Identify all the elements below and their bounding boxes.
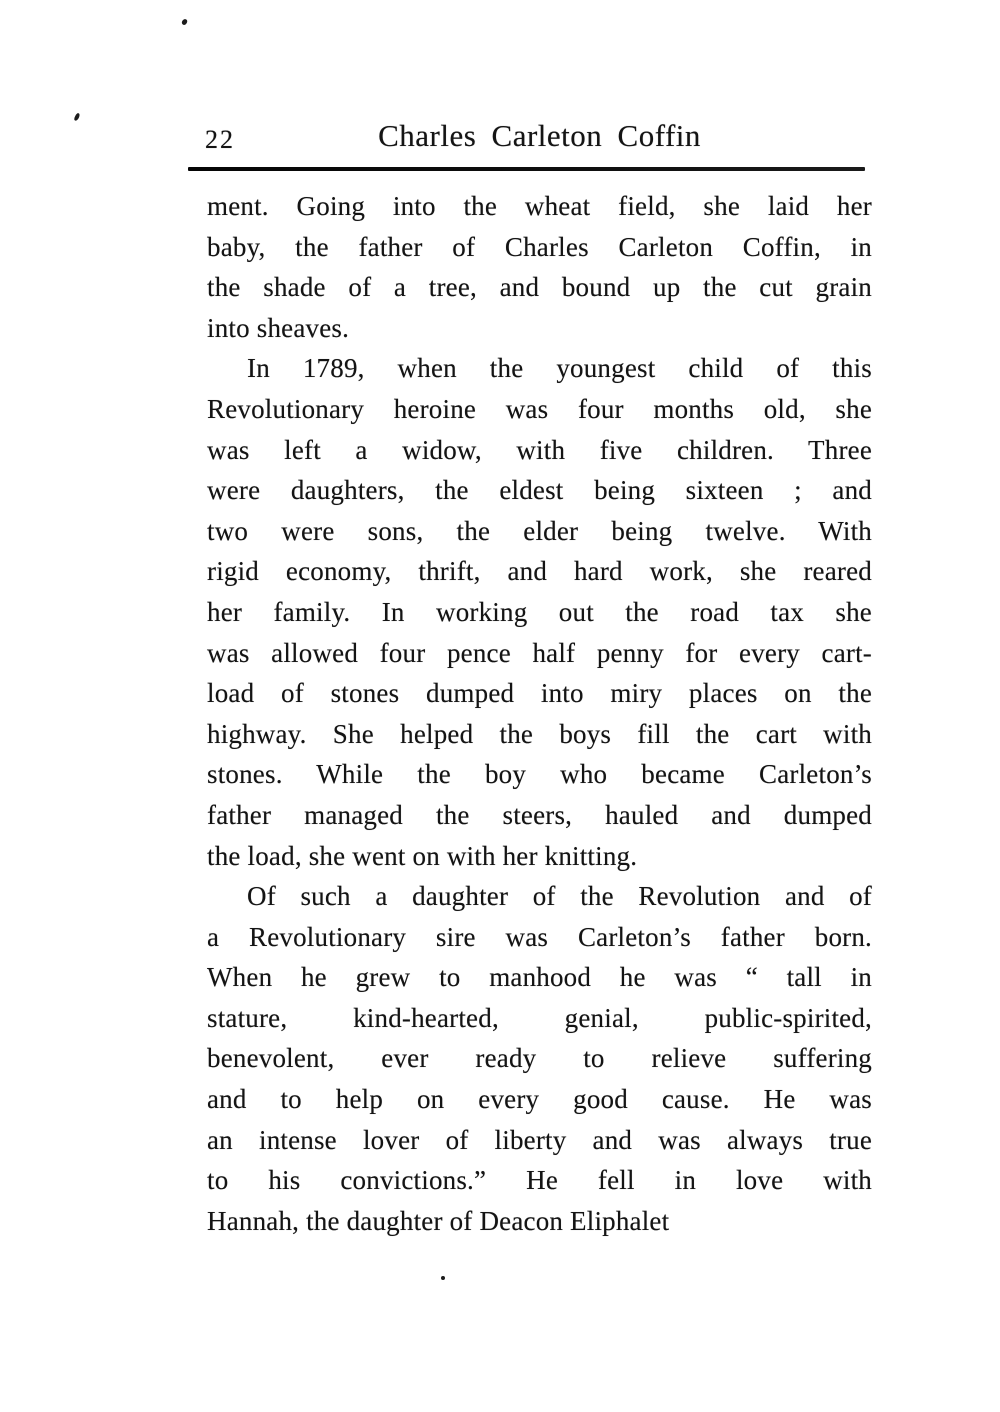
text-line: the shade of a tree, and bound up the cut grain bbox=[207, 272, 872, 303]
header-rule bbox=[188, 167, 865, 171]
text-line: two were sons, the elder being twelve. With bbox=[207, 515, 872, 546]
text-line: baby, the father of Charles Carleton Coffin, in bbox=[207, 231, 872, 262]
text-line: Hannah, the daughter of Deacon Eliphalet bbox=[207, 1205, 670, 1236]
text-line: rigid economy, thrift, and hard work, she reared bbox=[207, 556, 872, 587]
text-line: to his convictions.” He fell in love with bbox=[207, 1165, 872, 1196]
scan-speck bbox=[441, 1276, 445, 1280]
text-line: stature, kind-hearted, genial, public-spirited, bbox=[207, 1002, 872, 1033]
text-line: When he grew to manhood he was “ tall in bbox=[207, 962, 872, 993]
text-line: Of such a daughter of the Revolution and of bbox=[247, 881, 872, 912]
text-line: a Revolutionary sire was Carleton’s father born. bbox=[207, 921, 872, 952]
text-line: was allowed four pence half penny for every cart- bbox=[207, 637, 872, 668]
text-line: were daughters, the eldest being sixteen ; and bbox=[207, 475, 872, 506]
text-line: the load, she went on with her knitting. bbox=[207, 840, 638, 871]
text-line: Revolutionary heroine was four months old, she bbox=[207, 393, 872, 424]
paragraph bbox=[207, 186, 872, 348]
text-line: and to help on every good cause. He was bbox=[207, 1084, 872, 1115]
running-header-title: Charles Carleton Coffin bbox=[378, 118, 701, 153]
text-line: father managed the steers, hauled and dumped bbox=[207, 799, 872, 830]
text-line: an intense lover of liberty and was always true bbox=[207, 1124, 872, 1155]
paragraph bbox=[207, 348, 872, 876]
text-line: was left a widow, with five children. Three bbox=[207, 434, 872, 465]
paragraph bbox=[207, 876, 872, 1241]
text-line: into sheaves. bbox=[207, 312, 350, 343]
scan-speck bbox=[74, 113, 81, 122]
page-number: 22 bbox=[205, 125, 235, 154]
text-line: ment. Going into the wheat field, she laid her bbox=[207, 191, 872, 221]
text-line: benevolent, ever ready to relieve suffering bbox=[207, 1043, 872, 1074]
text-line: highway. She helped the boys fill the cart with bbox=[207, 718, 872, 749]
page-body bbox=[207, 186, 872, 1241]
text-line: stones. While the boy who became Carleton’s bbox=[207, 759, 872, 790]
text-line: her family. In working out the road tax she bbox=[207, 596, 872, 627]
text-line: In 1789, when the youngest child of this bbox=[247, 353, 872, 384]
scan-speck bbox=[181, 18, 188, 25]
text-line: load of stones dumped into miry places on the bbox=[207, 678, 872, 709]
